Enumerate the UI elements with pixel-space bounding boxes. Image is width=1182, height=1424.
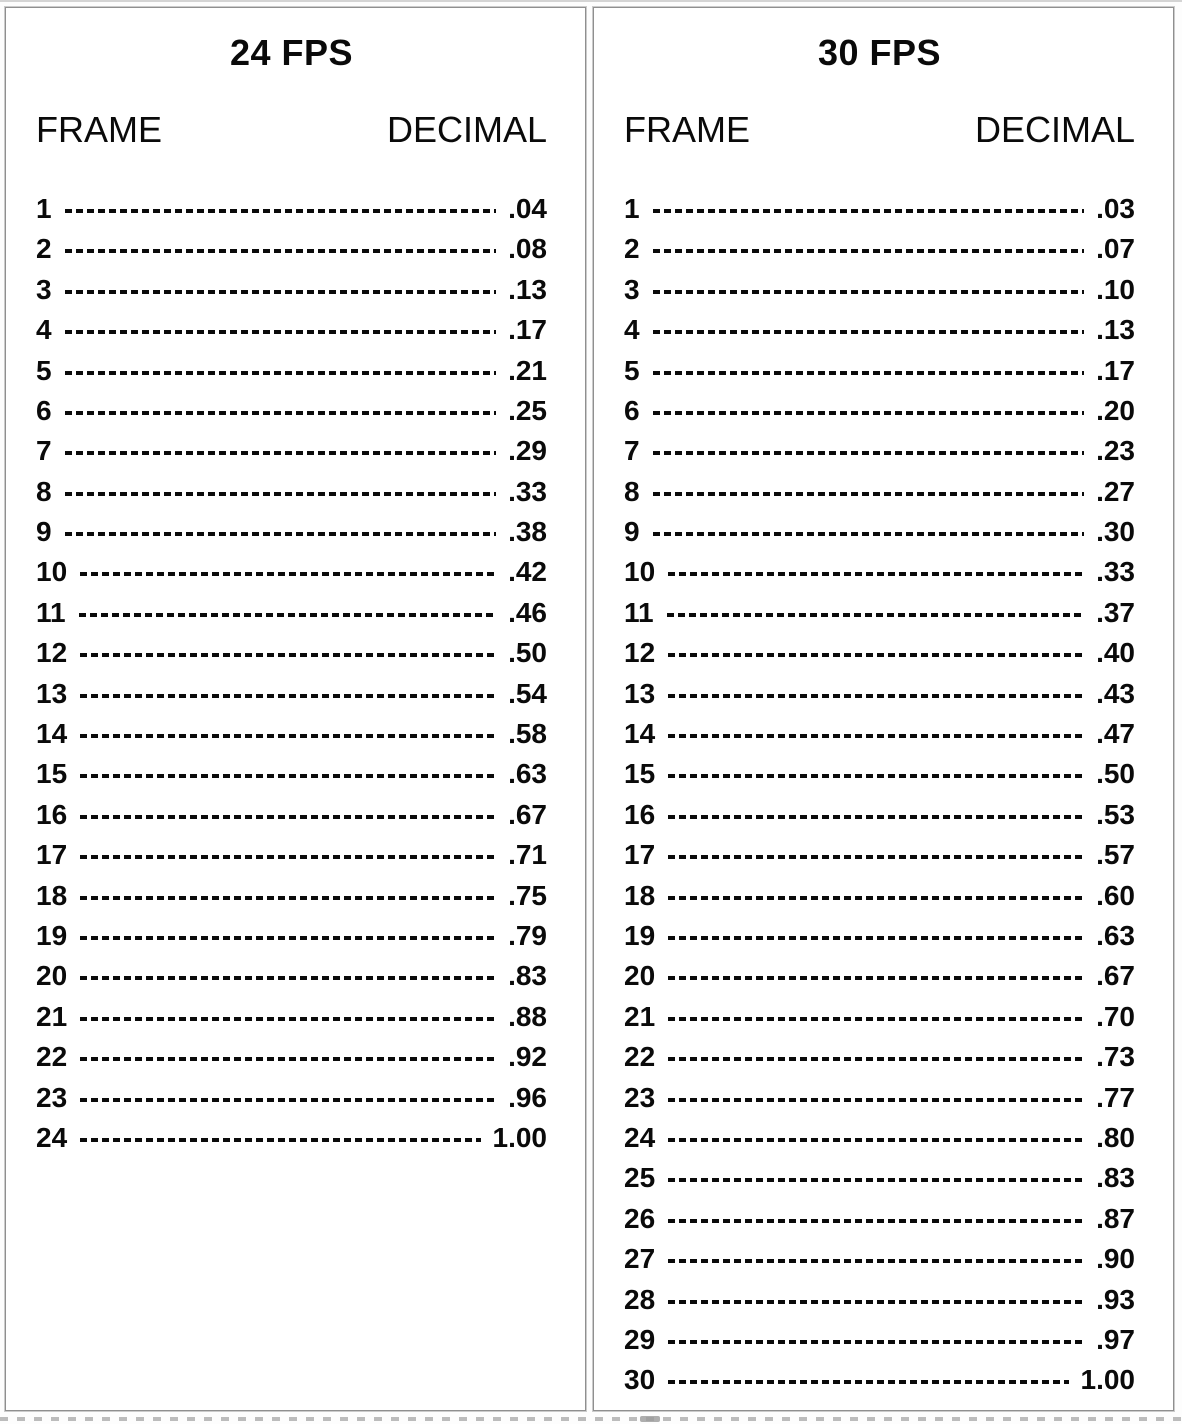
decimal-value: .08 xyxy=(508,233,547,265)
table-row xyxy=(624,1239,1135,1279)
dash-leader xyxy=(668,936,1084,940)
dash-leader xyxy=(668,1017,1084,1021)
decimal-value: .47 xyxy=(1096,718,1135,750)
decimal-value: 1.00 xyxy=(492,1121,547,1153)
table-row xyxy=(624,1360,1135,1400)
frame-number: 25 xyxy=(624,1162,656,1194)
frame-number: 17 xyxy=(624,839,656,871)
decimal-value: .93 xyxy=(1096,1283,1135,1315)
frame-number: 5 xyxy=(36,354,52,386)
decimal-value: .97 xyxy=(1096,1323,1135,1355)
dash-leader xyxy=(653,411,1084,415)
dash-leader xyxy=(668,1098,1084,1102)
frame-number: 6 xyxy=(624,394,640,426)
dash-leader xyxy=(65,209,496,213)
decimal-value: .83 xyxy=(508,960,547,992)
table-row xyxy=(36,1118,547,1158)
frame-number: 11 xyxy=(624,596,654,628)
table-row xyxy=(36,997,547,1037)
frame-number: 4 xyxy=(36,314,52,346)
table-row xyxy=(624,1118,1135,1158)
table-row xyxy=(624,270,1135,310)
dash-leader xyxy=(653,371,1084,375)
table-row xyxy=(624,229,1135,269)
table-row xyxy=(624,916,1135,956)
frame-number: 20 xyxy=(36,960,68,992)
table-row xyxy=(36,916,547,956)
table-row xyxy=(36,270,547,310)
frame-number: 14 xyxy=(36,718,68,750)
dash-leader xyxy=(65,451,496,455)
dash-leader xyxy=(653,330,1084,334)
dash-leader xyxy=(668,1057,1084,1061)
dash-leader xyxy=(65,411,496,415)
frame-number: 3 xyxy=(36,273,52,305)
table-row xyxy=(36,875,547,915)
frame-number: 10 xyxy=(624,556,656,588)
decimal-value: .73 xyxy=(1096,1041,1135,1073)
frame-number: 2 xyxy=(36,233,52,265)
dash-leader xyxy=(668,572,1084,576)
table-row xyxy=(624,1077,1135,1117)
dash-leader xyxy=(80,1017,496,1021)
dash-leader xyxy=(80,1057,496,1061)
frame-number: 2 xyxy=(624,233,640,265)
dash-leader xyxy=(668,855,1084,859)
panel-title-24fps: 24 FPS xyxy=(229,32,354,73)
dash-leader xyxy=(668,1178,1084,1182)
dash-leader xyxy=(668,694,1084,698)
table-row xyxy=(624,835,1135,875)
table-row xyxy=(624,673,1135,713)
panel-title-30fps: 30 FPS xyxy=(817,32,942,73)
table-row xyxy=(624,795,1135,835)
dash-leader xyxy=(668,896,1084,900)
decimal-value: .57 xyxy=(1096,839,1135,871)
frame-number: 27 xyxy=(624,1243,656,1275)
frame-number: 17 xyxy=(36,839,68,871)
decimal-value: .29 xyxy=(508,435,547,467)
table-row xyxy=(624,633,1135,673)
dash-leader xyxy=(65,492,496,496)
dash-leader xyxy=(80,936,496,940)
table-row xyxy=(36,391,547,431)
table-row xyxy=(624,714,1135,754)
decimal-value: .40 xyxy=(1096,637,1135,669)
table-row xyxy=(624,1199,1135,1239)
table-row xyxy=(624,1037,1135,1077)
table-row xyxy=(36,431,547,471)
decimal-value: .96 xyxy=(508,1081,547,1113)
decimal-value: 1.00 xyxy=(1080,1364,1135,1396)
dash-leader xyxy=(653,451,1084,455)
decimal-value: .77 xyxy=(1096,1081,1135,1113)
decimal-value: .83 xyxy=(1096,1162,1135,1194)
decimal-value: .54 xyxy=(508,677,547,709)
dash-leader xyxy=(668,653,1084,657)
decimal-value: .03 xyxy=(1096,192,1135,224)
dash-leader xyxy=(668,1300,1084,1304)
frame-number: 13 xyxy=(36,677,68,709)
table-row xyxy=(36,754,547,794)
dash-leader xyxy=(80,774,496,778)
dash-leader xyxy=(65,249,496,253)
frame-number: 8 xyxy=(36,475,52,507)
decimal-value: .70 xyxy=(1096,1000,1135,1032)
decimal-value: .63 xyxy=(1096,920,1135,951)
table-row xyxy=(36,350,547,390)
decimal-value: .63 xyxy=(508,758,547,790)
dash-leader xyxy=(80,855,496,859)
decimal-value: .71 xyxy=(508,839,547,871)
frame-number: 16 xyxy=(36,798,68,830)
frame-number: 18 xyxy=(36,879,68,911)
decimal-value: .53 xyxy=(1096,798,1135,830)
decimal-value: .67 xyxy=(1096,960,1135,992)
decimal-value: .04 xyxy=(508,192,547,224)
frame-number: 7 xyxy=(624,435,640,467)
decimal-value: .42 xyxy=(508,556,547,588)
table-row xyxy=(36,229,547,269)
table-row xyxy=(624,350,1135,390)
frame-number: 12 xyxy=(36,637,68,669)
dash-leader xyxy=(65,290,496,294)
table-row xyxy=(624,189,1135,229)
decimal-value: .13 xyxy=(508,273,547,305)
decimal-value: .87 xyxy=(1096,1202,1135,1234)
decimal-value: .38 xyxy=(508,516,547,548)
frame-number: 6 xyxy=(36,394,52,426)
frame-number: 28 xyxy=(624,1283,656,1315)
dash-leader xyxy=(80,694,496,698)
dash-leader xyxy=(653,209,1084,213)
table-row xyxy=(36,835,547,875)
frame-number: 15 xyxy=(36,758,68,790)
frame-number: 24 xyxy=(624,1121,656,1153)
frame-number: 16 xyxy=(624,798,656,830)
panel-30fps xyxy=(593,7,1174,1411)
table-row xyxy=(624,472,1135,512)
decimal-value: .75 xyxy=(508,879,547,911)
table-row xyxy=(624,875,1135,915)
table-row xyxy=(36,673,547,713)
panel-24fps xyxy=(5,7,586,1411)
decimal-value: .50 xyxy=(508,637,547,669)
dash-leader xyxy=(653,290,1084,294)
decimal-value: .30 xyxy=(1096,516,1135,548)
frame-number: 13 xyxy=(624,677,656,709)
frame-number: 4 xyxy=(624,314,640,346)
frame-number: 1 xyxy=(624,192,640,224)
decimal-value: .27 xyxy=(1096,475,1135,507)
dash-leader xyxy=(668,815,1084,819)
decimal-value: .33 xyxy=(508,475,547,507)
dash-leader xyxy=(653,532,1084,536)
frame-number: 18 xyxy=(624,879,656,911)
frame-number: 22 xyxy=(36,1041,68,1073)
table-row xyxy=(36,714,547,754)
table-row xyxy=(36,956,547,996)
frame-number: 30 xyxy=(624,1364,656,1396)
decimal-value: .23 xyxy=(1096,435,1135,467)
dash-leader xyxy=(80,734,496,738)
table-row xyxy=(36,189,547,229)
decimal-value: .13 xyxy=(1096,314,1135,346)
table-row xyxy=(36,310,547,350)
frame-number: 14 xyxy=(624,718,656,750)
table-row xyxy=(36,552,547,592)
dash-leader xyxy=(653,249,1084,253)
decimal-value: .33 xyxy=(1096,556,1135,588)
decimal-value: .43 xyxy=(1096,677,1135,709)
frame-column-header: FRAME xyxy=(624,109,750,151)
decimal-column-header: DECIMAL xyxy=(974,109,1135,151)
rows-24fps xyxy=(36,189,547,1158)
frame-number: 3 xyxy=(624,273,640,305)
column-headers xyxy=(36,109,547,150)
dash-leader xyxy=(65,371,496,375)
frame-number: 12 xyxy=(624,637,656,669)
dash-leader xyxy=(667,613,1084,617)
frame-number: 23 xyxy=(624,1081,656,1113)
table-row xyxy=(624,431,1135,471)
dash-leader xyxy=(80,896,496,900)
table-row xyxy=(36,1037,547,1077)
dash-leader xyxy=(668,734,1084,738)
frame-number: 1 xyxy=(36,192,52,224)
frame-number: 29 xyxy=(624,1323,656,1355)
dash-leader xyxy=(668,976,1084,980)
dash-leader xyxy=(668,1219,1084,1223)
column-headers xyxy=(624,109,1135,150)
decimal-value: .60 xyxy=(1096,879,1135,911)
dash-leader xyxy=(668,1138,1084,1142)
decimal-value: .90 xyxy=(1096,1243,1135,1275)
dash-leader xyxy=(80,653,496,657)
dash-leader xyxy=(668,1380,1068,1384)
table-row xyxy=(36,633,547,673)
table-row xyxy=(36,512,547,552)
decimal-value: .80 xyxy=(1096,1121,1135,1153)
decimal-value: .37 xyxy=(1096,596,1135,628)
top-edge-line xyxy=(0,0,1182,2)
decimal-value: .25 xyxy=(508,394,547,426)
rows-30fps xyxy=(624,189,1135,1401)
dash-leader xyxy=(668,1340,1084,1344)
frame-number: 22 xyxy=(624,1041,656,1073)
frame-number: 21 xyxy=(624,1000,656,1032)
table-row xyxy=(624,1158,1135,1198)
dash-leader xyxy=(80,1098,496,1102)
decimal-value: .17 xyxy=(508,314,547,346)
dash-leader xyxy=(80,572,496,576)
table-row xyxy=(624,754,1135,794)
dash-leader xyxy=(668,1259,1084,1263)
frame-number: 26 xyxy=(624,1202,656,1234)
frame-number: 20 xyxy=(624,960,656,992)
dash-leader xyxy=(80,976,496,980)
frame-column-header: FRAME xyxy=(36,109,162,151)
dash-leader xyxy=(653,492,1084,496)
decimal-value: .79 xyxy=(508,920,547,951)
frame-number: 9 xyxy=(624,516,640,548)
bottom-dashed-edge xyxy=(0,1417,1182,1421)
table-row xyxy=(36,1077,547,1117)
table-row xyxy=(624,552,1135,592)
table-row xyxy=(624,956,1135,996)
frame-number: 11 xyxy=(36,596,66,628)
dash-leader xyxy=(65,330,496,334)
frame-number: 19 xyxy=(624,920,656,951)
table-row xyxy=(624,997,1135,1037)
frame-number: 5 xyxy=(624,354,640,386)
dash-leader xyxy=(80,1138,480,1142)
frame-number: 24 xyxy=(36,1121,68,1153)
dash-leader xyxy=(80,815,496,819)
decimal-value: .10 xyxy=(1096,273,1135,305)
table-row xyxy=(624,391,1135,431)
dash-leader xyxy=(79,613,496,617)
table-row xyxy=(624,593,1135,633)
decimal-value: .92 xyxy=(508,1041,547,1073)
frame-number: 10 xyxy=(36,556,68,588)
frame-number: 7 xyxy=(36,435,52,467)
decimal-column-header: DECIMAL xyxy=(386,109,547,151)
frame-number: 19 xyxy=(36,920,68,951)
frame-number: 8 xyxy=(624,475,640,507)
decimal-value: .21 xyxy=(508,354,547,386)
decimal-value: .20 xyxy=(1096,394,1135,426)
frame-number: 23 xyxy=(36,1081,68,1113)
table-row xyxy=(36,593,547,633)
smudge-mark xyxy=(640,1416,660,1422)
frame-number: 15 xyxy=(624,758,656,790)
dash-leader xyxy=(65,532,496,536)
table-row xyxy=(624,310,1135,350)
decimal-value: .58 xyxy=(508,718,547,750)
table-row xyxy=(36,795,547,835)
frame-number: 21 xyxy=(36,1000,68,1032)
table-row xyxy=(624,512,1135,552)
decimal-value: .50 xyxy=(1096,758,1135,790)
decimal-value: .46 xyxy=(508,596,547,628)
table-row xyxy=(624,1279,1135,1319)
dash-leader xyxy=(668,774,1084,778)
frame-number: 9 xyxy=(36,516,52,548)
decimal-value: .67 xyxy=(508,798,547,830)
decimal-value: .88 xyxy=(508,1000,547,1032)
decimal-value: .07 xyxy=(1096,233,1135,265)
table-row xyxy=(36,472,547,512)
decimal-value: .17 xyxy=(1096,354,1135,386)
table-row xyxy=(624,1320,1135,1360)
